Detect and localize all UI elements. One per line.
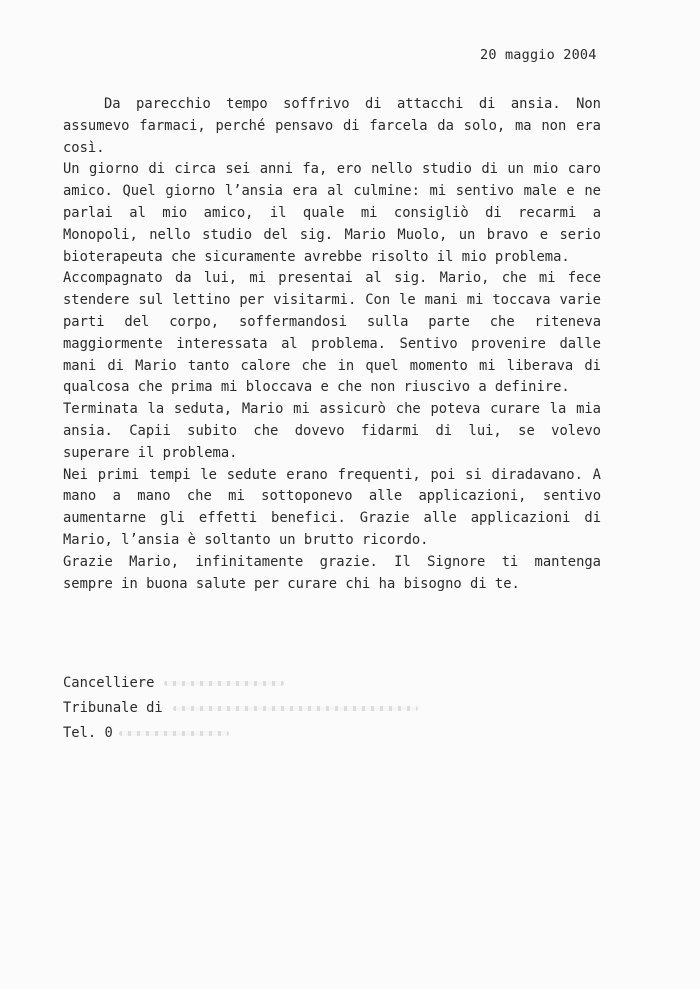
letter-body [63, 94, 601, 595]
paragraph-5: Nei primi tempi le sedute erano frequenti, poi si diradavano. A mano a mano che mi sottoponevo alle applicazioni, sentivo aumentarne gli effetti benefici. Grazie alle applicazioni di Mario, l’ansia è soltanto un brutto ricordo. [63, 466, 601, 548]
letter-date: 20 maggio 2004 [480, 47, 597, 63]
paragraph-4: Terminata la seduta, Mario mi assicurò che poteva curare la mia ansia. Capii subito che dovevo fidarmi di lui, se volevo superare il problema. [63, 401, 601, 461]
redacted-phone [119, 731, 229, 736]
paragraph-6: Grazie Mario, infinitamente grazie. Il Signore ti mantenga sempre in buona salute per curare chi ha bisogno di te. [63, 553, 601, 592]
redacted-office [173, 706, 418, 711]
paragraph-3: Accompagnato da lui, mi presentai al sig. Mario, che mi fece stendere sul lettino per visitarmi. Con le mani mi toccava varie parti del corpo, soffermandosi sulla parte che riteneva maggiormente interessata al problema. Sentivo provenire dalle mani di Mario tanto calore che in quel momento mi liberava di qualcosa che prima mi bloccava e che non riuscivo a definire. [63, 270, 601, 396]
signature-block [63, 671, 418, 746]
paragraph-2: Un giorno di circa sei anni fa, ero nello studio di un mio caro amico. Quel giorno l’ansia era al culmine: mi sentivo male e ne parlai al mio amico, il quale mi consigliò di recarmi a Monopoli, nello studio del sig. Mario Muolo, un bravo e serio bioterapeuta che sicuramente avrebbe risolto il mio problema. [63, 161, 601, 265]
signature-office-line [63, 696, 418, 721]
signature-phone-line [63, 721, 418, 746]
signature-office: Tribunale di [63, 700, 163, 716]
signature-role-line [63, 671, 418, 696]
signature-phone: Tel. 0 [63, 725, 113, 741]
paragraph-1: Da parecchio tempo soffrivo di attacchi di ansia. Non assumevo farmaci, perché pensavo di farcela da solo, ma non era così. [63, 96, 601, 156]
signature-role: Cancelliere [63, 675, 155, 691]
redacted-name [164, 681, 284, 686]
